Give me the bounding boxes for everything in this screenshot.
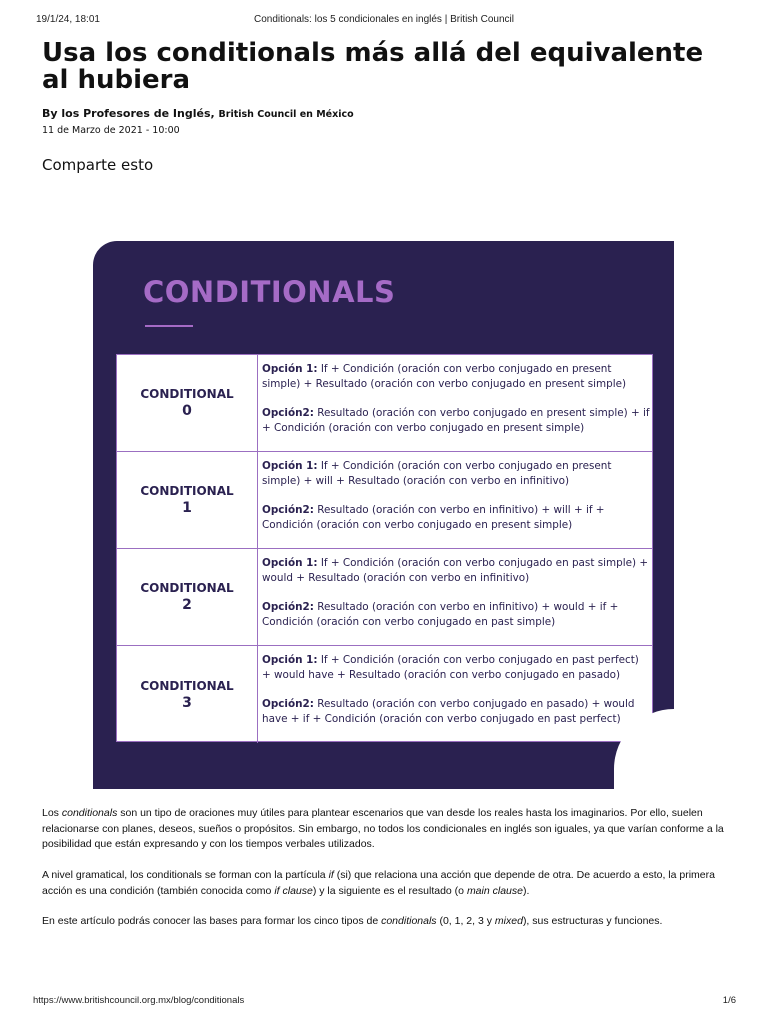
text-run: son un tipo de oraciones muy útiles para plantear escenarios que van desde los reales hasta los imaginarios. Por ello, suelen relacionarse con planes, deseos, sueños o propósitos. Sin embargo, no todos los condicionales en inglés son iguales, ya que varían conforme a la posibilidad que están expresando y con los tiempos verbales utilizados. <box>42 807 724 850</box>
text-run-italic: conditionals <box>381 915 437 927</box>
text-run: A nivel gramatical, los conditionals se forman con la partícula <box>42 869 329 881</box>
row-label-word: CONDITIONAL <box>140 581 234 595</box>
body-paragraph-overview <box>42 914 726 930</box>
text-run: ) y la siguiente es el resultado (o <box>312 884 467 897</box>
option-text: If + Condición (oración con verbo conjugado en present simple) + Resultado (oración con verbo conjugado en present simple) <box>262 363 627 390</box>
option-label: Opción 1: <box>262 557 318 569</box>
print-header <box>36 14 732 30</box>
row-label-number: 3 <box>182 694 192 711</box>
option-label: Opción2: <box>262 407 314 419</box>
option-label: Opción2: <box>262 601 314 613</box>
row-label-number: 0 <box>182 403 192 419</box>
row-options <box>262 459 650 547</box>
row-label <box>117 452 258 548</box>
publish-date: 11 de Marzo de 2021 - 10:00 <box>42 125 180 136</box>
row-label-word: CONDITIONAL <box>140 484 234 498</box>
text-run: (0, 1, 2, 3 y <box>436 915 495 927</box>
row-label-word: CONDITIONAL <box>140 387 234 401</box>
text-run-italic: main clause <box>466 884 523 897</box>
text-run-italic: if <box>328 869 334 881</box>
table-row <box>117 549 652 646</box>
row-label-number: 2 <box>182 597 192 613</box>
page-title: Usa los conditionals más allá del equivalente al hubiera <box>42 38 704 95</box>
share-label[interactable]: Comparte esto <box>42 156 154 174</box>
row-options <box>262 653 650 741</box>
table-row <box>117 355 652 452</box>
option-text: Resultado (oración con verbo en infinitivo) + would + if + Condición (oración con verbo conjugado en past simple) <box>262 601 619 628</box>
row-label <box>117 646 258 743</box>
heading-underline <box>145 325 193 327</box>
option-text: Resultado (oración con verbo conjugado en pasado) + would have + if + Condición (oración con verbo conjugado en past perfect) <box>262 698 635 725</box>
byline-author: By los Profesores de Inglés, <box>42 107 215 120</box>
text-run: ). <box>522 884 530 897</box>
option-text: If + Condición (oración con verbo conjugado en present simple) + will + Resultado (oración con verbo en infinitivo) <box>262 460 612 487</box>
text-run: ), sus estructuras y funciones. <box>522 915 663 927</box>
page-url[interactable]: https://www.britishcouncil.org.mx/blog/conditionals <box>33 995 245 1006</box>
text-run-italic: if clause <box>274 884 313 897</box>
infographic-heading: CONDITIONALS <box>143 275 396 309</box>
print-date: 19/1/24, 18:01 <box>36 14 100 25</box>
text-run-italic: conditionals <box>61 807 118 819</box>
row-label <box>117 355 258 451</box>
text-run: En este artículo podrás conocer las bases para formar los cinco tipos de <box>42 915 382 927</box>
option-label: Opción 1: <box>262 654 318 666</box>
option-text: Resultado (oración con verbo conjugado en present simple) + if + Condición (oración con verbo conjugado en present simple) <box>262 407 650 434</box>
row-label-number: 1 <box>182 500 192 516</box>
body-paragraph-grammar <box>42 868 726 899</box>
option-label: Opción2: <box>262 504 314 516</box>
option-text: Resultado (oración con verbo en infinitivo) + will + if + Condición (oración con verbo conjugado en present simple) <box>262 504 605 531</box>
option-text: If + Condición (oración con verbo conjugado en past simple) + would + Resultado (oración con verbo en infinitivo) <box>262 557 649 584</box>
row-label-word: CONDITIONAL <box>140 678 234 693</box>
byline <box>42 107 354 120</box>
text-run-italic: mixed <box>494 915 523 927</box>
option-label: Opción 1: <box>262 363 318 375</box>
row-label <box>117 549 258 645</box>
print-document-title: Conditionals: los 5 condicionales en inglés | British Council <box>254 14 514 25</box>
table-row <box>117 452 652 549</box>
body-paragraph-intro <box>42 806 726 853</box>
row-options <box>262 556 650 644</box>
table-row <box>117 646 652 743</box>
option-text: If + Condición (oración con verbo conjugado en past perfect) + would have + Resultado (oración con verbo conjugado en pasado) <box>262 654 639 681</box>
conditionals-infographic <box>93 241 674 789</box>
text-run: (si) que relaciona una acción que depende de otra. De acuerdo a esto, la primera acción es una condición (también conocida como <box>42 869 715 897</box>
conditionals-table <box>116 354 653 742</box>
option-label: Opción 1: <box>262 460 318 472</box>
text-run: Los <box>42 807 62 819</box>
option-label: Opción2: <box>262 698 314 710</box>
page-number: 1/6 <box>722 995 736 1006</box>
row-options <box>262 362 650 450</box>
byline-organization: British Council en México <box>218 109 354 120</box>
